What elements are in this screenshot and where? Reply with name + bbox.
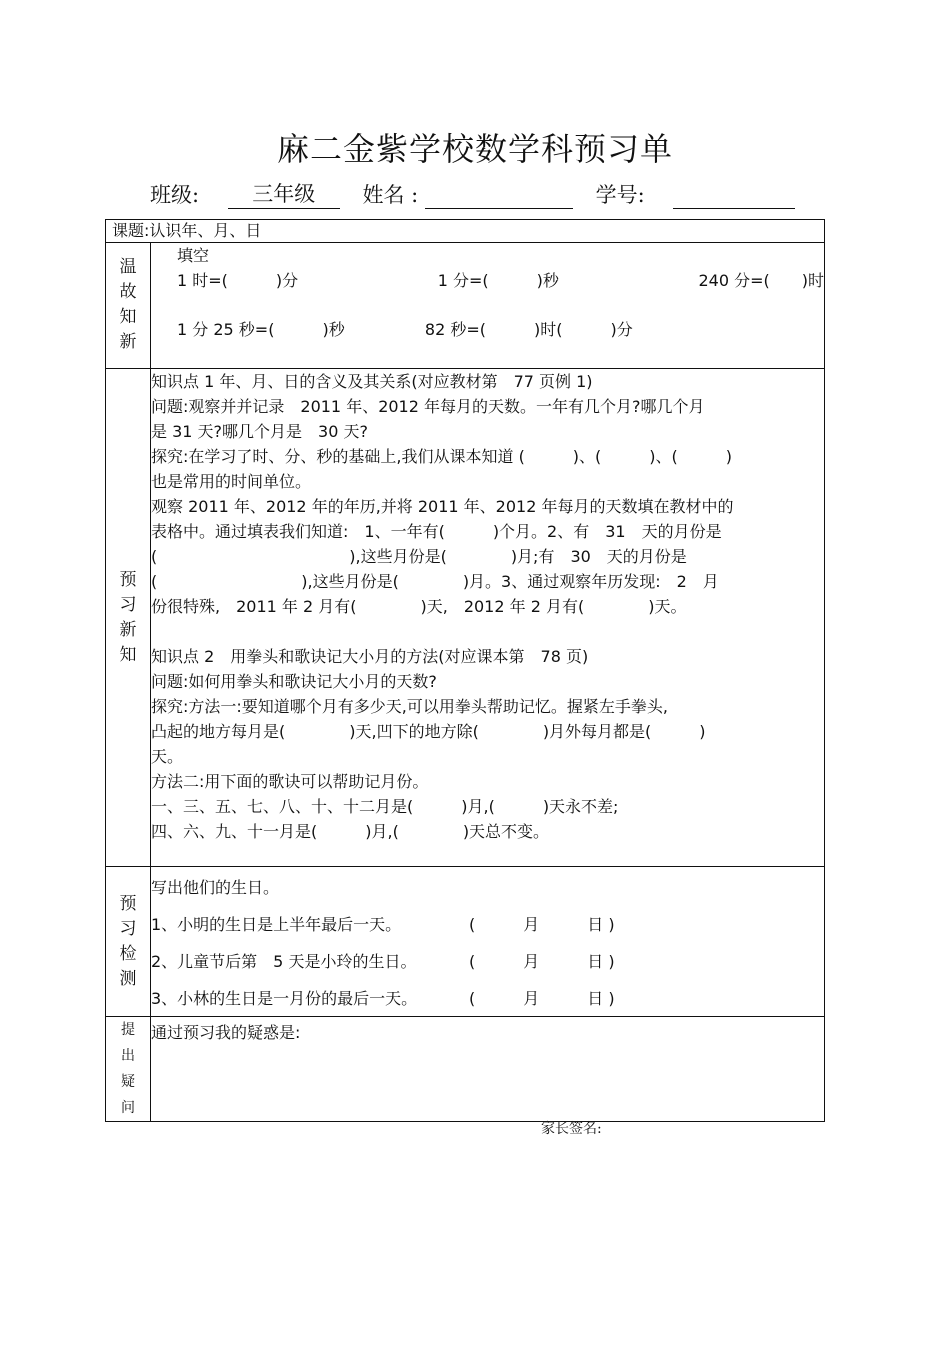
review-heading: 填空	[177, 246, 210, 265]
check-item: 2、儿童节后第 5 天是小玲的生日。 ( 月 日 )	[151, 952, 615, 971]
check-side-label: 预 习 检 测	[106, 867, 151, 1017]
topic-text: 课题:认识年、月、日	[112, 221, 262, 240]
student-info-row	[150, 178, 795, 209]
check-content: 写出他们的生日。 1、小明的生日是上半年最后一天。 ( 月 日 ) 2、儿童节后第 5 天是小玲的生日。 ( 月 日 ) 3、小林的生日是一月份的最后一天。 ( 月 日 )	[151, 867, 825, 1017]
review-content	[151, 243, 825, 369]
topic-cell	[106, 220, 825, 243]
review-row-1: 1 时=( )分 1 分=( )秒 240 分=( )时	[177, 271, 824, 290]
review-row-2: 1 分 25 秒=( )秒 82 秒=( )时( )分	[177, 320, 633, 339]
check-item: 1、小明的生日是上半年最后一天。 ( 月 日 )	[151, 915, 615, 934]
check-item: 3、小林的生日是一月份的最后一天。 ( 月 日 )	[151, 989, 615, 1008]
class-label: 班级:	[150, 183, 200, 207]
questions-prompt: 通过预习我的疑惑是:	[151, 1023, 301, 1042]
preview-content: 知识点 1 年、月、日的含义及其关系(对应教材第 77 页例 1) 问题:观察并并记录 2011 年、2012 年每月的天数。一年有几个月?哪几个月 是 31 天?哪几个月是 30 天? 探究:在学习了时、分、秒的基础上,我们从课本知道 ( )、( )、( ) 也是常用的时间单位。 观察 2011 年、2012 年的年历,并将 2011 年、2012 年每月的天数填在教材中的 表格中。通过填表我们知道: 1、一年有( )个月。2、有 31 天的月份是 ( ),这些月份是( )月;有 30 天的月份是 ( ),这些月份是( )月。3、通过观察年历发现: 2 月 份很特殊, 2011 年 2 月有( )天, 2012 年 2 月有( )天。 知识点 2 用拳头和歌诀记大小月的方法(对应课本第 78 页) 问题:如何用拳头和歌诀记大小月的天数? 探究:方法一:要知道哪个月有多少天,可以用拳头帮助记忆。握紧左手拳头, 凸起的地方每月是( )天,凹下的地方除( )月外每月都是( ) 天。 方法二:用下面的歌诀可以帮助记月份。 一、三、五、七、八、十、十二月是( )月,( )天永不差; 四、六、九、十一月是( )月,( )天总不变。	[151, 369, 825, 867]
name-field[interactable]	[425, 184, 573, 209]
worksheet-table	[105, 219, 825, 1122]
parent-signature-label: 家长签名:	[541, 1121, 602, 1137]
preview-side-label: 预 习 新 知	[106, 369, 151, 867]
class-field[interactable]: 三年级	[228, 178, 340, 209]
number-label: 学号:	[595, 183, 645, 207]
questions-content[interactable]	[151, 1017, 825, 1122]
page-title: 麻二金紫学校数学科预习单	[276, 130, 673, 168]
questions-side-label: 提 出 疑 问	[106, 1017, 151, 1122]
review-side-label: 温 故 知 新	[106, 243, 151, 369]
number-field[interactable]	[673, 184, 795, 209]
name-label: 姓名 :	[362, 183, 419, 207]
